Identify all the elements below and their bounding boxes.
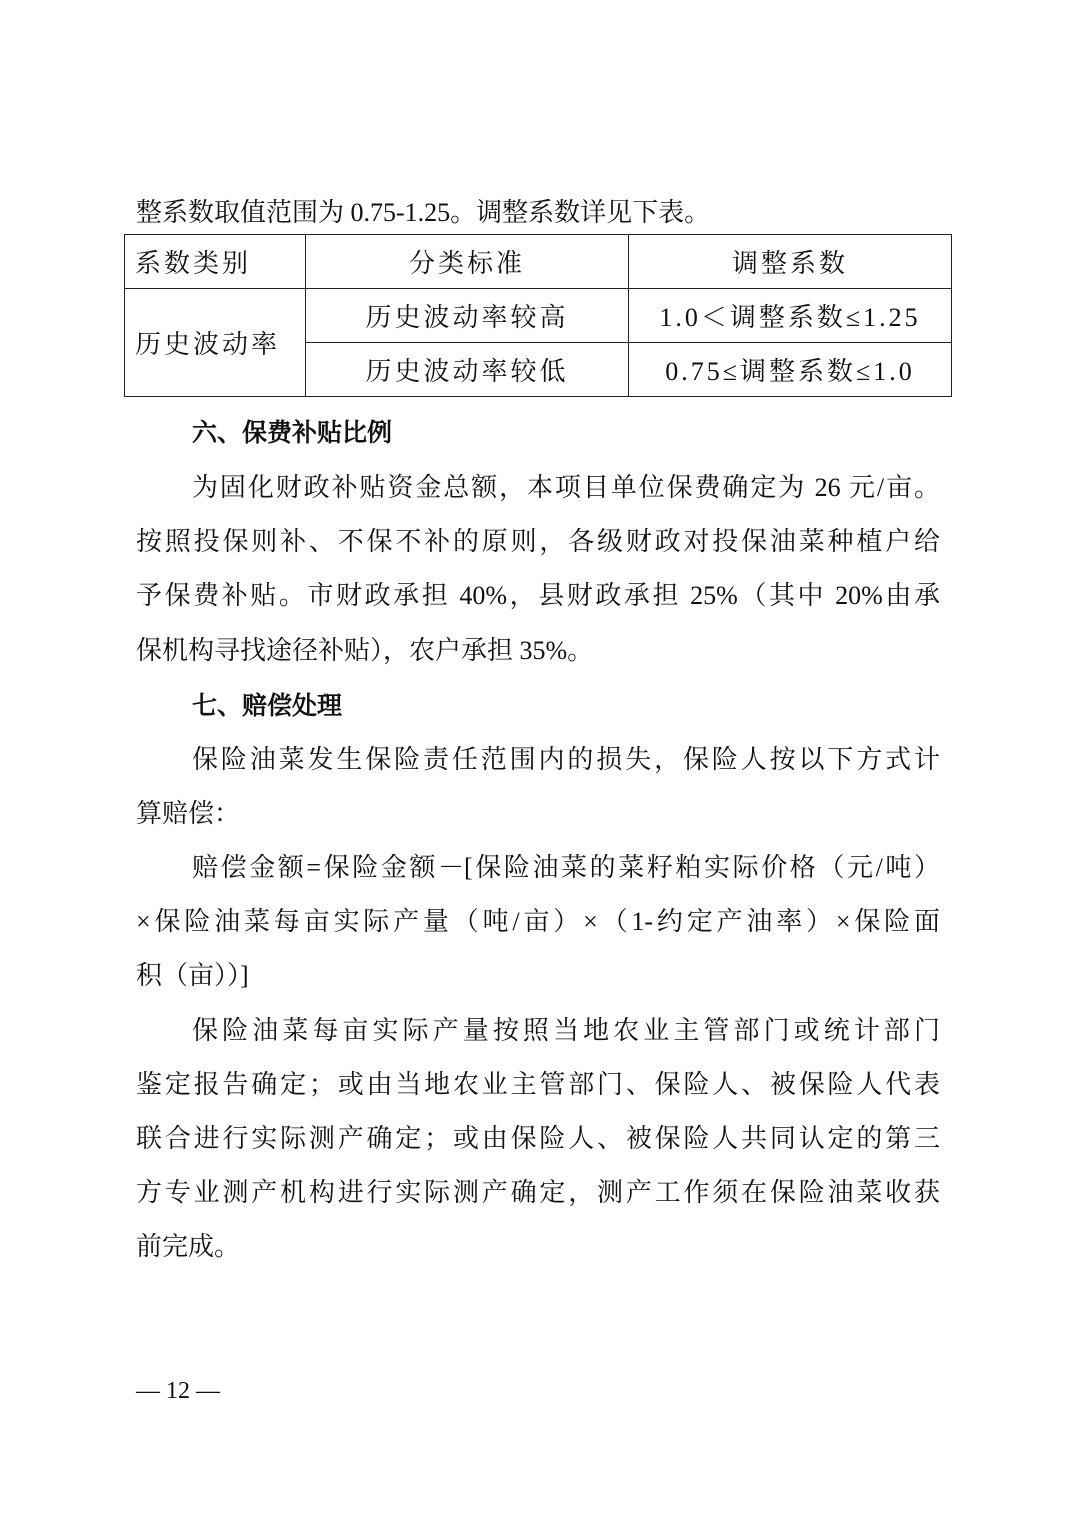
section-heading: 六、保费补贴比例 [192, 418, 393, 447]
text-line: 保机构寻找途径补贴），农户承担 35%。 [136, 636, 594, 665]
text-line: 方专业测产机构进行实际测产确定，测产工作须在保险油菜收获 [136, 1178, 940, 1207]
table-cell: 历史波动率较高 [306, 289, 629, 343]
text-line: 鉴定报告确定；或由当地农业主管部门、保险人、被保险人代表 [136, 1070, 940, 1099]
text-line: 赔偿金额=保险金额－[保险油菜的菜籽粕实际价格（元/吨） [192, 853, 940, 882]
table-cell: 历史波动率较低 [306, 343, 629, 397]
text-line: 保险油菜每亩实际产量按照当地农业主管部门或统计部门 [192, 1016, 940, 1045]
text-line: ×保险油菜每亩实际产量（吨/亩）×（1-约定产油率）×保险面 [136, 907, 940, 936]
text-line: 保险油菜发生保险责任范围内的损失，保险人按以下方式计 [192, 745, 940, 774]
page-number: — 12 — [136, 1378, 220, 1404]
text-line: 联合进行实际测产确定；或由保险人、被保险人共同认定的第三 [136, 1124, 940, 1153]
table-header: 系数类别 [125, 235, 306, 289]
table-cell: 0.75≤调整系数≤1.0 [629, 343, 952, 397]
text-line: 前完成。 [136, 1232, 241, 1261]
table-header: 调整系数 [629, 235, 952, 289]
section-heading: 七、赔偿处理 [192, 691, 343, 720]
table-header-row [125, 235, 952, 289]
intro-line: 整系数取值范围为 0.75-1.25。调整系数详见下表。 [136, 198, 711, 227]
text-line: 积（亩））] [136, 961, 249, 990]
text-line: 予保费补贴。市财政承担 40%，县财政承担 25%（其中 20%由承 [136, 581, 940, 610]
table-header: 分类标准 [306, 235, 629, 289]
coefficient-table [124, 234, 952, 397]
table-row [125, 289, 952, 343]
text-line: 算赔偿： [136, 799, 241, 828]
text-line: 按照投保则补、不保不补的原则，各级财政对投保油菜种植户给 [136, 527, 940, 556]
text-line: 为固化财政补贴资金总额，本项目单位保费确定为 26 元/亩。 [192, 473, 940, 502]
table-cell: 1.0＜调整系数≤1.25 [629, 289, 952, 343]
table-cell-category: 历史波动率 [125, 289, 306, 397]
